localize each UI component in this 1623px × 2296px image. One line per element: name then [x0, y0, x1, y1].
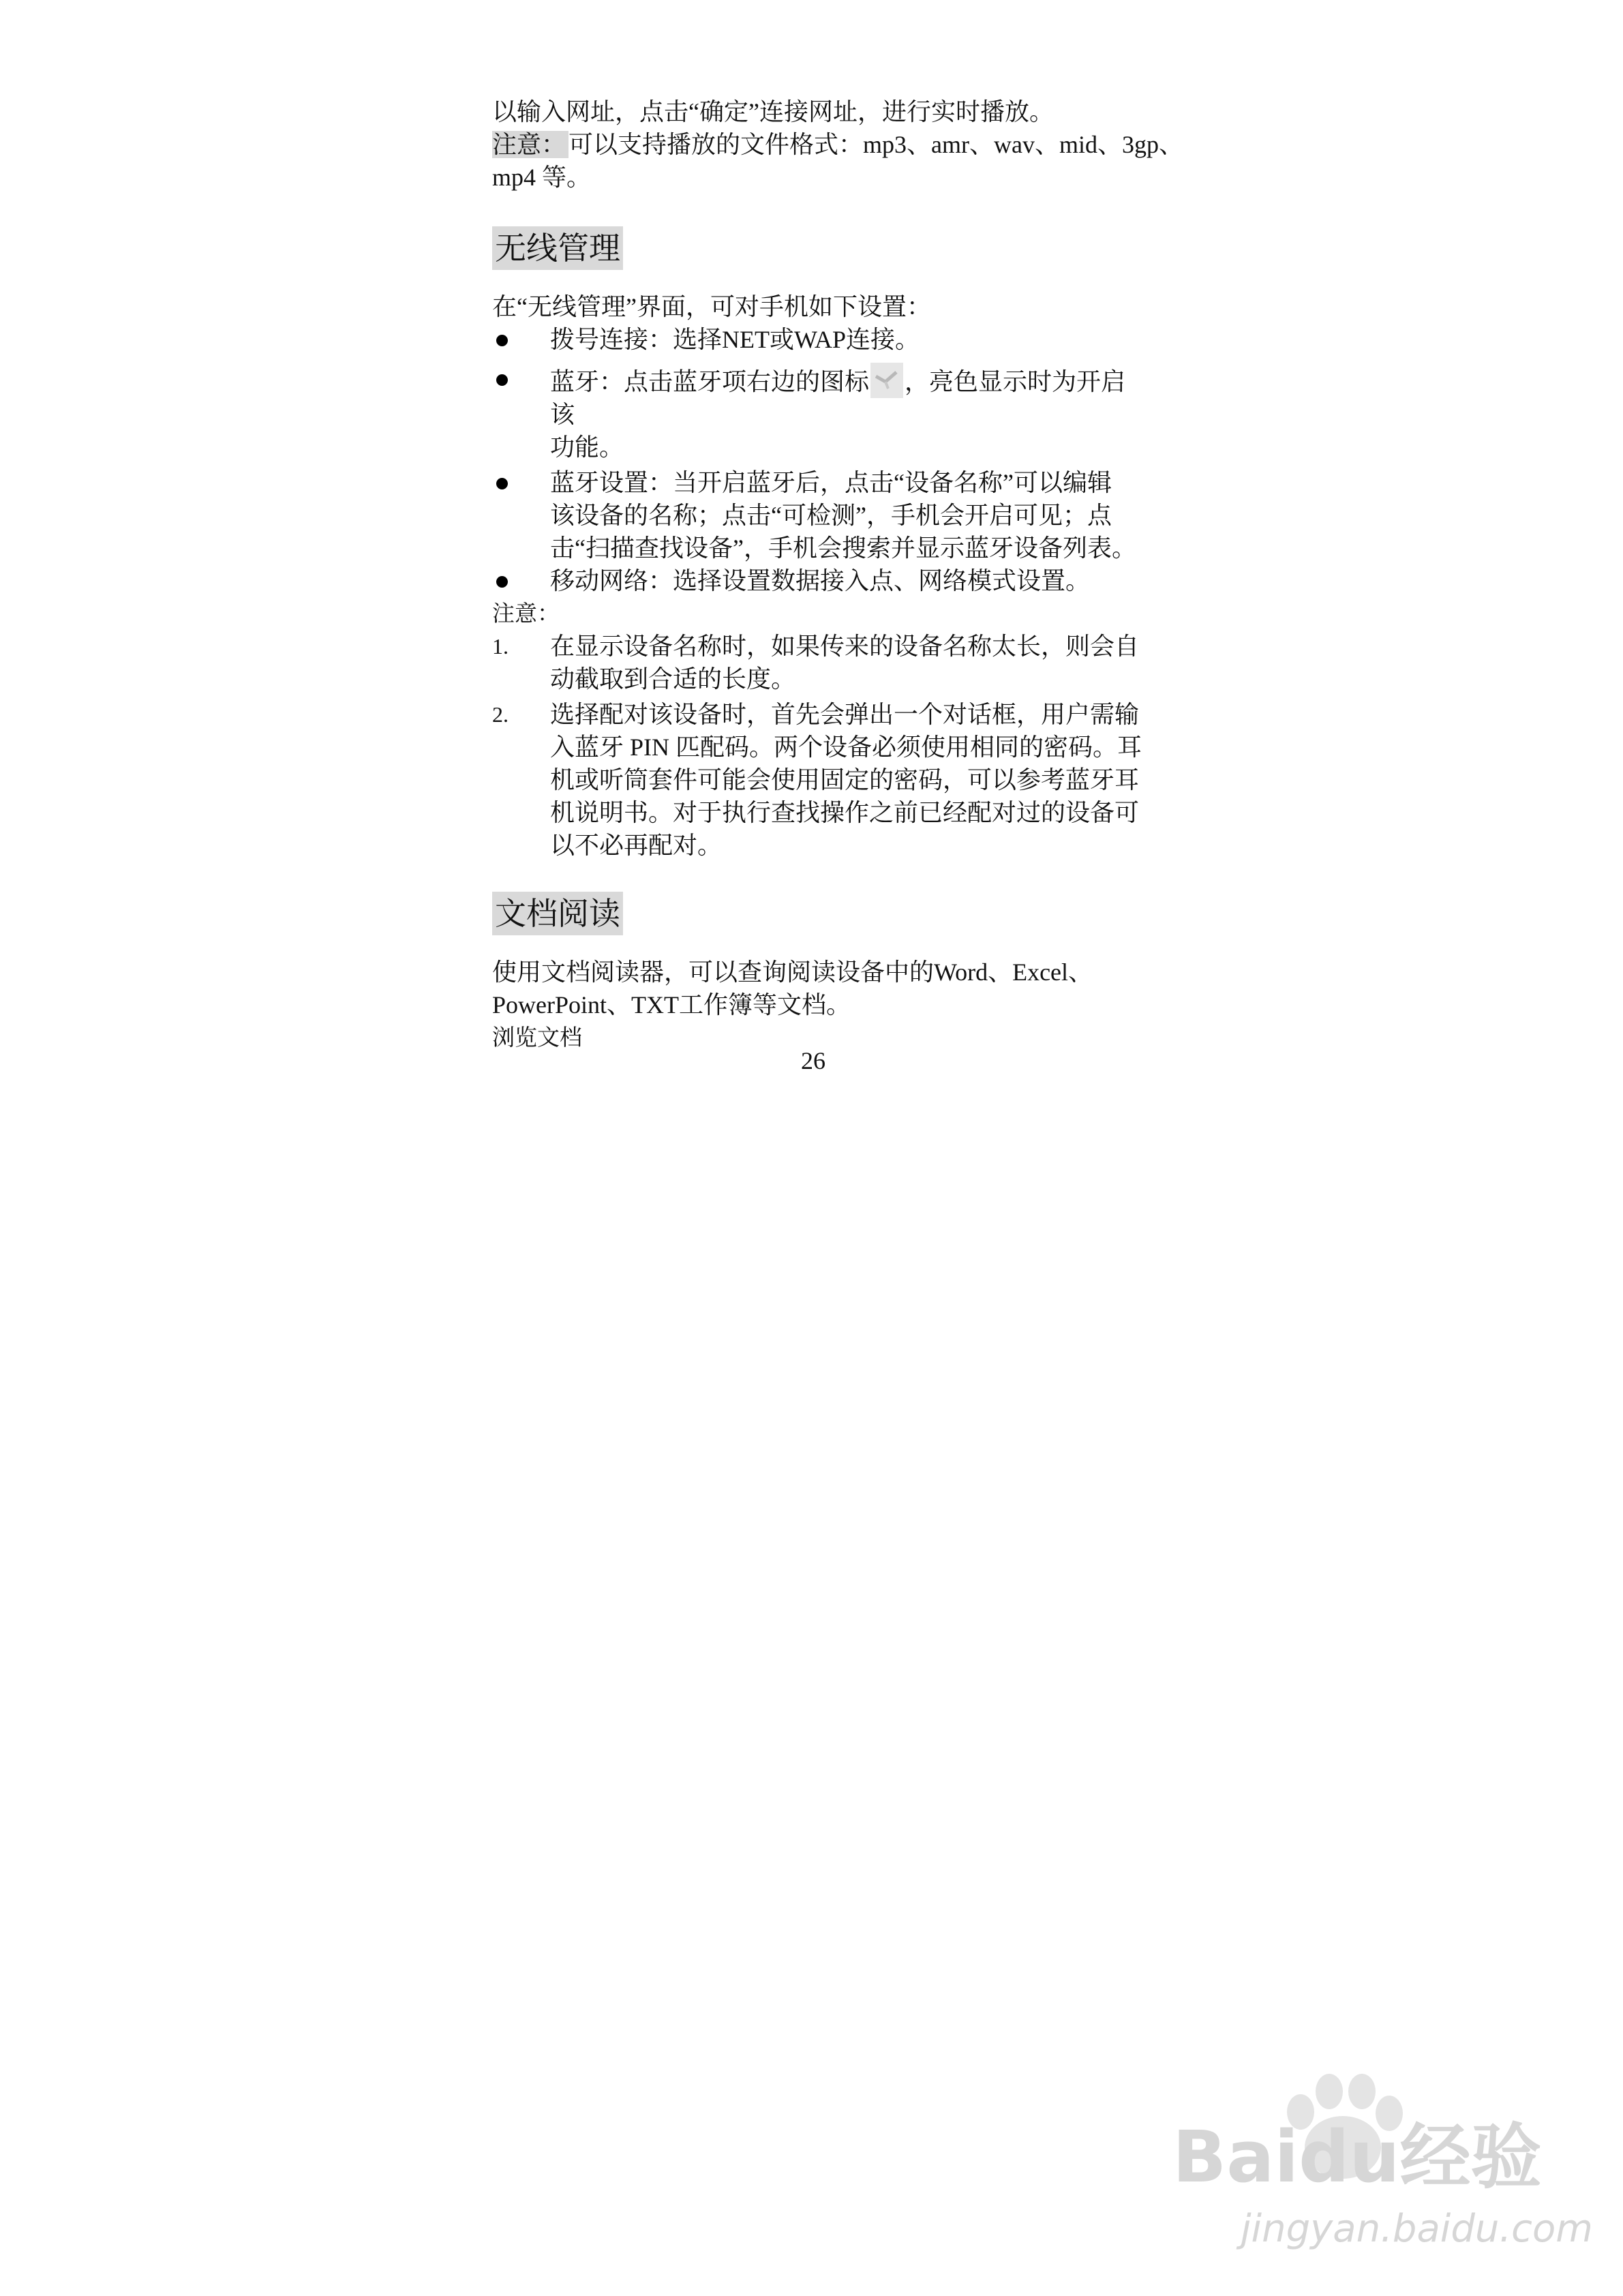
list-item-text: 蓝牙设置：当开启蓝牙后，点击“设备名称”可以编辑 [550, 469, 1112, 496]
numbered-item-text: 动截取到合适的长度。 [550, 665, 796, 693]
baidu-watermark [1159, 2059, 1593, 2263]
notes-title: 注意： [492, 600, 560, 626]
list-item-text: 移动网络：选择设置数据接入点、网络模式设置。 [550, 567, 1091, 594]
list-item-text: 该设备的名称；点击“可检测”，手机会开启可见；点 [550, 502, 1112, 529]
docs-subheading: 浏览文档 [492, 1024, 582, 1051]
section-heading-wireless: 无线管理 [492, 226, 623, 270]
numbered-item-text: 在显示设备名称时，如果传来的设备名称太长，则会自 [550, 633, 1140, 660]
numbered-item-text: 机或听筒套件可能会使用固定的密码，可以参考蓝牙耳 [550, 766, 1140, 794]
numbered-item [492, 630, 1147, 695]
docs-text-line: 使用文档阅读器，可以查询阅读设备中的Word、Excel、 [492, 958, 1093, 986]
list-item-text: ，亮色显示时为开启该 [550, 368, 1126, 428]
item-number: 2. [492, 702, 509, 727]
numbered-item-text: 机说明书。对于执行查找操作之前已经配对过的设备可 [550, 799, 1140, 826]
note-line-continued: mp4 等。 [492, 164, 592, 191]
list-item-text: 击“扫描查找设备”，手机会搜索并显示蓝牙设备列表。 [550, 534, 1136, 562]
bullet-icon [496, 335, 508, 346]
bluetooth-icon [870, 363, 903, 398]
docs-text-line: PowerPoint、TXT工作簿等文档。 [492, 991, 851, 1018]
section-heading-documents: 文档阅读 [492, 892, 623, 935]
bullet-icon [496, 478, 508, 489]
note-line [492, 128, 1183, 161]
watermark-url: jingyan.baidu.com [1241, 2207, 1593, 2251]
list-item [492, 323, 1147, 356]
list-item [492, 363, 1147, 464]
bullet-icon [496, 374, 508, 386]
list-item-text: 拨号连接：选择NET或WAP连接。 [550, 326, 920, 353]
wireless-intro: 在“无线管理”界面，可对手机如下设置： [492, 293, 931, 320]
list-item [492, 466, 1147, 564]
numbered-item-text: 入蓝牙 PIN 匹配码。两个设备必须使用相同的密码。耳 [550, 734, 1142, 761]
item-number: 1. [492, 634, 509, 659]
bullet-icon [496, 576, 508, 588]
note-tag: 注意： [492, 131, 568, 158]
list-item-text: 功能。 [550, 434, 624, 461]
page-number: 26 [801, 1047, 825, 1074]
numbered-item-text: 选择配对该设备时，首先会弹出一个对话框，用户需输 [550, 701, 1140, 728]
text-line: 以输入网址，点击“确定”连接网址，进行实时播放。 [492, 98, 1054, 125]
list-item-text: 蓝牙：点击蓝牙项右边的图标 [550, 368, 870, 395]
watermark-brand: Baidu经验 [1172, 2115, 1542, 2199]
document-page [492, 95, 1183, 1054]
numbered-item [492, 698, 1147, 862]
list-item [492, 564, 1147, 597]
numbered-item-text: 以不必再配对。 [550, 832, 723, 859]
note-text: 可以支持播放的文件格式：mp3、amr、wav、mid、3gp、 [568, 131, 1183, 158]
